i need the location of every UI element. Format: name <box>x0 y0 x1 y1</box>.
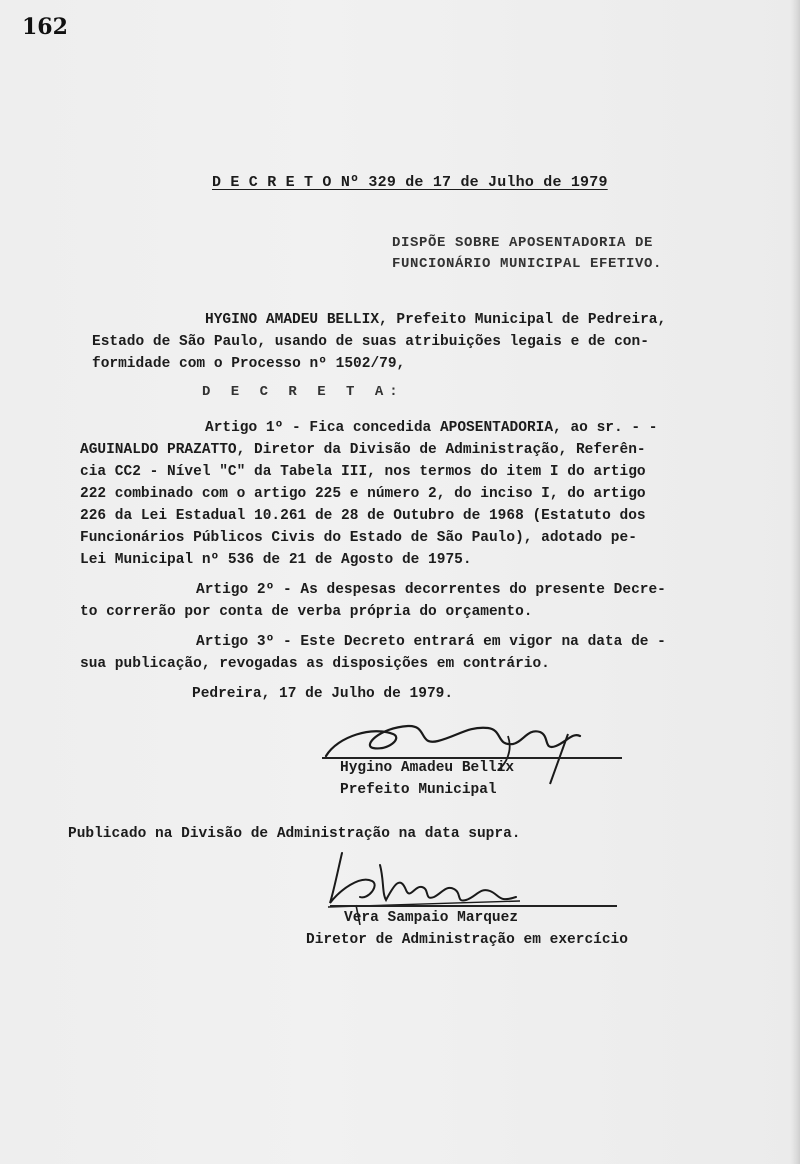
signatory-title: Prefeito Municipal <box>340 782 497 798</box>
signature-line <box>322 757 622 759</box>
preamble-line: Estado de São Paulo, usando de suas atribuições legais e de con- <box>92 334 649 350</box>
article-line: cia CC2 - Nível "C" da Tabela III, nos termos do item I do artigo <box>80 464 646 480</box>
second-signature-line <box>330 905 617 907</box>
article-line: sua publicação, revogadas as disposições em contrário. <box>80 656 550 672</box>
article-line: 226 da Lei Estadual 10.261 de 28 de Outubro de 1968 (Estatuto dos <box>80 508 646 524</box>
page-edge-shadow <box>790 0 800 1164</box>
article-line: Artigo 2º - As despesas decorrentes do presente Decre- <box>196 582 666 598</box>
preamble-line: formidade com o Processo nº 1502/79, <box>92 356 406 372</box>
article-line: Funcionários Públicos Civis do Estado de São Paulo), adotado pe- <box>80 530 637 546</box>
decree-title: D E C R E T O Nº 329 de 17 de Julho de 1979 <box>212 174 608 191</box>
decree-subject-line-1: DISPÕE SOBRE APOSENTADORIA DE <box>392 235 654 251</box>
decreta-heading: D E C R E T A: <box>202 384 404 400</box>
page-number: 162 <box>22 14 68 40</box>
signatory-name: Hygino Amadeu Bellix <box>340 760 515 776</box>
decree-subject-line-2: FUNCIONÁRIO MUNICIPAL EFETIVO. <box>392 256 663 272</box>
article-line: AGUINALDO PRAZATTO, Diretor da Divisão de Administração, Referên- <box>80 442 646 458</box>
article-line: Lei Municipal nº 536 de 21 de Agosto de 1975. <box>80 552 472 568</box>
second-signatory-title: Diretor de Administração em exercício <box>306 932 628 948</box>
article-line: Artigo 3º - Este Decreto entrará em vigor na data de - <box>196 634 666 650</box>
article-line: 222 combinado com o artigo 225 e número 2, do inciso I, do artigo <box>80 486 646 502</box>
place-date: Pedreira, 17 de Julho de 1979. <box>192 686 454 702</box>
article-line: Artigo 1º - Fica concedida APOSENTADORIA, ao sr. - - <box>205 420 658 436</box>
article-line: to correrão por conta de verba própria do orçamento. <box>80 604 533 620</box>
publication-note: Publicado na Divisão de Administração na data supra. <box>68 826 521 842</box>
preamble-line: HYGINO AMADEU BELLIX, Prefeito Municipal de Pedreira, <box>205 312 667 328</box>
second-signatory-name: Vera Sampaio Marquez <box>344 910 519 926</box>
